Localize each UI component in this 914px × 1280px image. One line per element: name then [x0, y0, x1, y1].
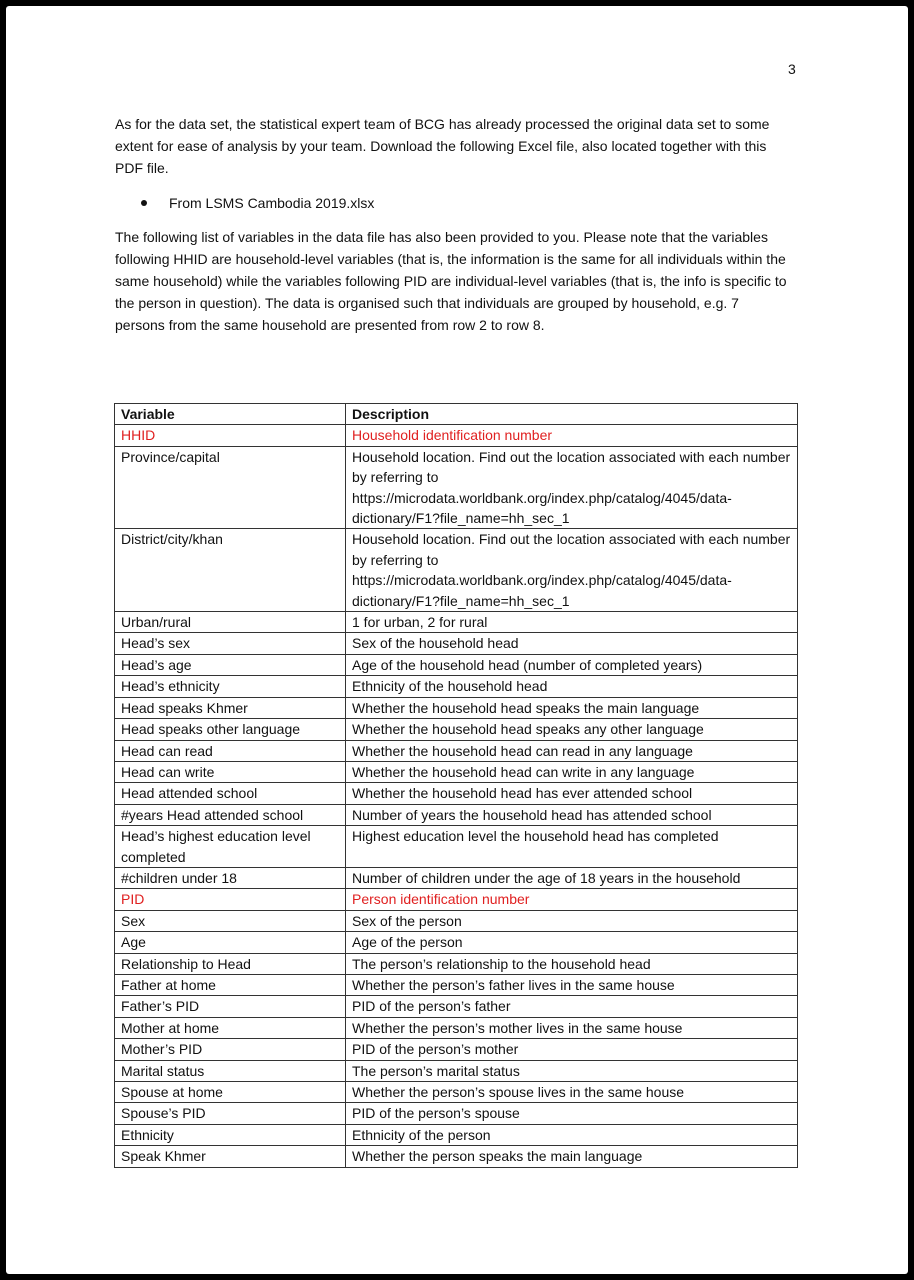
- variable-cell: Province/capital: [115, 446, 346, 529]
- variables-table: [114, 403, 798, 1168]
- description-cell: Whether the household head can read in any language: [346, 740, 798, 761]
- header-variable: Variable: [115, 404, 346, 425]
- description-cell: Whether the household head can write in any language: [346, 761, 798, 782]
- description-cell: The person’s relationship to the household head: [346, 953, 798, 974]
- variable-cell: Father at home: [115, 974, 346, 995]
- description-cell: Number of children under the age of 18 years in the household: [346, 867, 798, 888]
- description-cell: Ethnicity of the person: [346, 1124, 798, 1145]
- variable-cell: Ethnicity: [115, 1124, 346, 1145]
- variable-cell: Marital status: [115, 1060, 346, 1081]
- variable-cell: PID: [115, 889, 346, 910]
- table-header-row: [115, 404, 798, 425]
- variable-cell: Spouse at home: [115, 1082, 346, 1103]
- description-cell: Household identification number: [346, 425, 798, 446]
- table-row: [115, 867, 798, 888]
- description-cell: Whether the person’s father lives in the same house: [346, 974, 798, 995]
- variable-cell: Head’s age: [115, 654, 346, 675]
- table-row: [115, 719, 798, 740]
- file-bullet: [141, 192, 374, 214]
- variable-cell: Head speaks Khmer: [115, 697, 346, 718]
- page-number: 3: [788, 61, 796, 77]
- description-cell: Whether the person speaks the main language: [346, 1146, 798, 1167]
- variable-cell: Relationship to Head: [115, 953, 346, 974]
- variable-cell: Mother’s PID: [115, 1039, 346, 1060]
- description-cell: Age of the person: [346, 932, 798, 953]
- table-row: [115, 1124, 798, 1145]
- variable-cell: Head’s sex: [115, 633, 346, 654]
- description-cell: Household location. Find out the location associated with each number by referring to https://microdata.worldbank.org/index.php/catalog/4045/data-dictionary/F1?file_name=hh_sec_1: [346, 446, 798, 529]
- variable-cell: Father’s PID: [115, 996, 346, 1017]
- description-cell: Whether the person’s mother lives in the same house: [346, 1017, 798, 1038]
- description-cell: Whether the household head speaks any other language: [346, 719, 798, 740]
- table-row: [115, 826, 798, 868]
- table-row: [115, 697, 798, 718]
- description-cell: Whether the person’s spouse lives in the same house: [346, 1082, 798, 1103]
- description-cell: Ethnicity of the household head: [346, 676, 798, 697]
- table-row: [115, 676, 798, 697]
- header-description: Description: [346, 404, 798, 425]
- table-row: [115, 654, 798, 675]
- description-cell: Person identification number: [346, 889, 798, 910]
- table-row: [115, 1039, 798, 1060]
- variables-paragraph: The following list of variables in the data file has also been provided to you. Please note that the variables following HHID are household-level variables (that is, the information is the same for all individuals within the same household) while the variables following PID are individual-level variables (that is, the info is specific to the person in question). The data is organised such that individuals are grouped by household, e.g. 7 persons from the same household are presented from row 2 to row 8.: [115, 229, 787, 333]
- table-row: [115, 761, 798, 782]
- variable-cell: Head’s ethnicity: [115, 676, 346, 697]
- description-cell: Age of the household head (number of completed years): [346, 654, 798, 675]
- variable-cell: Head speaks other language: [115, 719, 346, 740]
- description-cell: Whether the household head speaks the main language: [346, 697, 798, 718]
- table-row: [115, 529, 798, 612]
- description-cell: PID of the person’s spouse: [346, 1103, 798, 1124]
- intro-paragraph: As for the data set, the statistical expert team of BCG has already processed the original data set to some extent for ease of analysis by your team. Download the following Excel file, also located together with this PDF file.: [115, 116, 770, 176]
- table-row: [115, 1082, 798, 1103]
- variable-cell: District/city/khan: [115, 529, 346, 612]
- table-row: [115, 740, 798, 761]
- table-row: [115, 612, 798, 633]
- description-cell: Highest education level the household head has completed: [346, 826, 798, 868]
- table-row: [115, 804, 798, 825]
- variable-cell: HHID: [115, 425, 346, 446]
- description-cell: Number of years the household head has attended school: [346, 804, 798, 825]
- table-body: [115, 425, 798, 1167]
- variable-cell: Head can write: [115, 761, 346, 782]
- table-row: [115, 974, 798, 995]
- table-row: [115, 783, 798, 804]
- table-row: [115, 446, 798, 529]
- variable-cell: Mother at home: [115, 1017, 346, 1038]
- variable-cell: Head attended school: [115, 783, 346, 804]
- description-cell: 1 for urban, 2 for rural: [346, 612, 798, 633]
- description-cell: PID of the person’s mother: [346, 1039, 798, 1060]
- description-cell: PID of the person’s father: [346, 996, 798, 1017]
- table-row: [115, 1060, 798, 1081]
- description-cell: Household location. Find out the location associated with each number by referring to https://microdata.worldbank.org/index.php/catalog/4045/data-dictionary/F1?file_name=hh_sec_1: [346, 529, 798, 612]
- variable-cell: Urban/rural: [115, 612, 346, 633]
- variable-cell: Speak Khmer: [115, 1146, 346, 1167]
- table-row: [115, 910, 798, 931]
- description-cell: The person’s marital status: [346, 1060, 798, 1081]
- variable-cell: #years Head attended school: [115, 804, 346, 825]
- table-row: [115, 1146, 798, 1167]
- variable-cell: #children under 18: [115, 867, 346, 888]
- file-name: From LSMS Cambodia 2019.xlsx: [169, 195, 375, 211]
- table-row: [115, 932, 798, 953]
- table-row: [115, 425, 798, 446]
- table-row: [115, 633, 798, 654]
- table-row: [115, 953, 798, 974]
- table-row: [115, 889, 798, 910]
- variable-cell: Head can read: [115, 740, 346, 761]
- bullet-icon: [141, 200, 147, 206]
- table-row: [115, 1017, 798, 1038]
- variable-cell: Spouse’s PID: [115, 1103, 346, 1124]
- description-cell: Sex of the household head: [346, 633, 798, 654]
- variable-cell: Head’s highest education level completed: [115, 826, 346, 868]
- table-row: [115, 996, 798, 1017]
- description-cell: Sex of the person: [346, 910, 798, 931]
- table-row: [115, 1103, 798, 1124]
- variable-cell: Age: [115, 932, 346, 953]
- document-page: [6, 6, 908, 1274]
- description-cell: Whether the household head has ever attended school: [346, 783, 798, 804]
- variable-cell: Sex: [115, 910, 346, 931]
